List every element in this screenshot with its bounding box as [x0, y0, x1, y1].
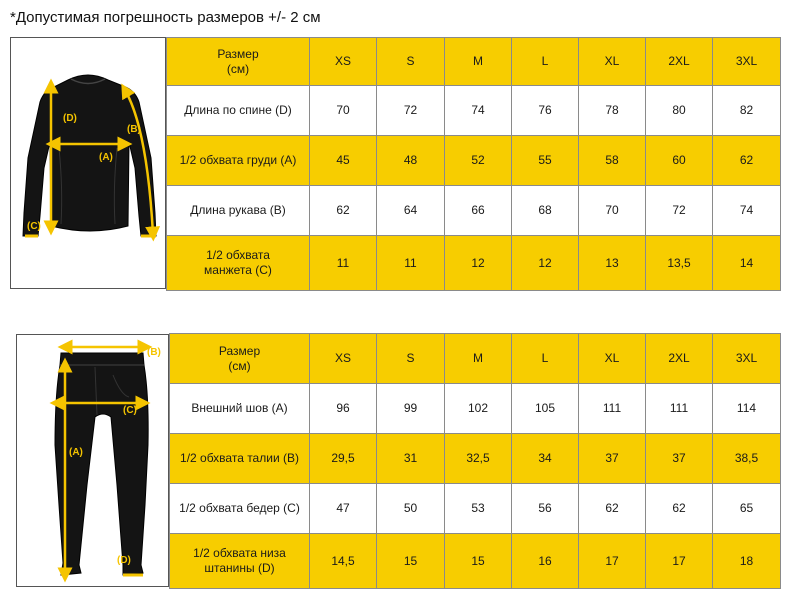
- cell-value: 96: [310, 384, 377, 434]
- pants-label-c: (C): [123, 405, 137, 416]
- pants-label-a: (A): [69, 447, 83, 458]
- cell-value: 48: [377, 136, 445, 186]
- size-header: XL: [579, 38, 646, 86]
- row-label: Внешний шов (A): [170, 384, 310, 434]
- pants-illustration: [17, 335, 168, 586]
- cell-value: 16: [512, 534, 579, 589]
- cell-value: 14: [713, 236, 781, 291]
- cell-value: 12: [445, 236, 512, 291]
- cell-value: 31: [377, 434, 445, 484]
- tolerance-note: *Допустимая погрешность размеров +/- 2 см: [10, 9, 321, 26]
- cell-value: 13: [579, 236, 646, 291]
- shirt-label-c: (C): [27, 221, 41, 232]
- shirt-header-label: Размер (см): [167, 38, 310, 86]
- pants-figure-cell: [16, 334, 169, 587]
- size-header: 3XL: [713, 334, 781, 384]
- cell-value: 111: [579, 384, 646, 434]
- cell-value: 60: [646, 136, 713, 186]
- cell-value: 47: [310, 484, 377, 534]
- size-header: M: [445, 38, 512, 86]
- cell-value: 80: [646, 86, 713, 136]
- cell-value: 17: [646, 534, 713, 589]
- cell-value: 65: [713, 484, 781, 534]
- cell-value: 34: [512, 434, 579, 484]
- row-label: 1/2 обхвата талии (B): [170, 434, 310, 484]
- cell-value: 12: [512, 236, 579, 291]
- shirt-label-d: (D): [63, 113, 77, 124]
- cell-value: 99: [377, 384, 445, 434]
- cell-value: 56: [512, 484, 579, 534]
- cell-value: 72: [377, 86, 445, 136]
- size-header: XS: [310, 334, 377, 384]
- cell-value: 15: [445, 534, 512, 589]
- table-row: [170, 534, 781, 589]
- table-row: [167, 86, 781, 136]
- table-row: [170, 384, 781, 434]
- row-label: 1/2 обхвата манжета (C): [167, 236, 310, 291]
- table-row: [167, 186, 781, 236]
- cell-value: 74: [445, 86, 512, 136]
- pants-header-row: [170, 334, 781, 384]
- size-header: 2XL: [646, 334, 713, 384]
- cell-value: 72: [646, 186, 713, 236]
- size-header: 2XL: [646, 38, 713, 86]
- cell-value: 50: [377, 484, 445, 534]
- shirt-silhouette: [23, 75, 156, 236]
- cell-value: 52: [445, 136, 512, 186]
- cell-value: 68: [512, 186, 579, 236]
- cell-value: 111: [646, 384, 713, 434]
- cell-value: 37: [579, 434, 646, 484]
- cell-value: 78: [579, 86, 646, 136]
- size-header: S: [377, 38, 445, 86]
- cell-value: 17: [579, 534, 646, 589]
- cell-value: 62: [310, 186, 377, 236]
- cell-value: 62: [579, 484, 646, 534]
- shirt-figure-cell: [10, 37, 166, 289]
- cell-value: 38,5: [713, 434, 781, 484]
- row-label: 1/2 обхвата груди (A): [167, 136, 310, 186]
- cell-value: 13,5: [646, 236, 713, 291]
- cell-value: 11: [310, 236, 377, 291]
- pants-silhouette: [55, 353, 148, 575]
- cell-value: 102: [445, 384, 512, 434]
- shirt-size-table: [166, 37, 781, 291]
- row-label: 1/2 обхвата низа штанины (D): [170, 534, 310, 589]
- cell-value: 82: [713, 86, 781, 136]
- row-label: Длина рукава (B): [167, 186, 310, 236]
- cell-value: 74: [713, 186, 781, 236]
- cell-value: 58: [579, 136, 646, 186]
- size-header: L: [512, 38, 579, 86]
- pants-size-table: [169, 333, 781, 589]
- pants-label-d: (D): [117, 555, 131, 566]
- cell-value: 45: [310, 136, 377, 186]
- table-row: [167, 136, 781, 186]
- table-row: [170, 484, 781, 534]
- table-row: [167, 236, 781, 291]
- table-row: [170, 434, 781, 484]
- cell-value: 62: [713, 136, 781, 186]
- cell-value: 53: [445, 484, 512, 534]
- cell-value: 66: [445, 186, 512, 236]
- shirt-header-row: [167, 38, 781, 86]
- pants-label-b: (B): [147, 347, 161, 358]
- cell-value: 62: [646, 484, 713, 534]
- cell-value: 64: [377, 186, 445, 236]
- pants-header-label: Размер (см): [170, 334, 310, 384]
- row-label: 1/2 обхвата бедер (C): [170, 484, 310, 534]
- cell-value: 76: [512, 86, 579, 136]
- cell-value: 55: [512, 136, 579, 186]
- size-header: S: [377, 334, 445, 384]
- cell-value: 29,5: [310, 434, 377, 484]
- size-header: 3XL: [713, 38, 781, 86]
- cell-value: 14,5: [310, 534, 377, 589]
- cell-value: 32,5: [445, 434, 512, 484]
- size-header: XL: [579, 334, 646, 384]
- cell-value: 15: [377, 534, 445, 589]
- shirt-label-a: (A): [99, 152, 113, 163]
- shirt-illustration: [11, 38, 165, 288]
- cell-value: 37: [646, 434, 713, 484]
- size-header: XS: [310, 38, 377, 86]
- cell-value: 70: [310, 86, 377, 136]
- cell-value: 11: [377, 236, 445, 291]
- cell-value: 105: [512, 384, 579, 434]
- cell-value: 18: [713, 534, 781, 589]
- size-header: L: [512, 334, 579, 384]
- shirt-label-b: (B): [127, 124, 141, 135]
- row-label: Длина по спине (D): [167, 86, 310, 136]
- cell-value: 70: [579, 186, 646, 236]
- size-header: M: [445, 334, 512, 384]
- cell-value: 114: [713, 384, 781, 434]
